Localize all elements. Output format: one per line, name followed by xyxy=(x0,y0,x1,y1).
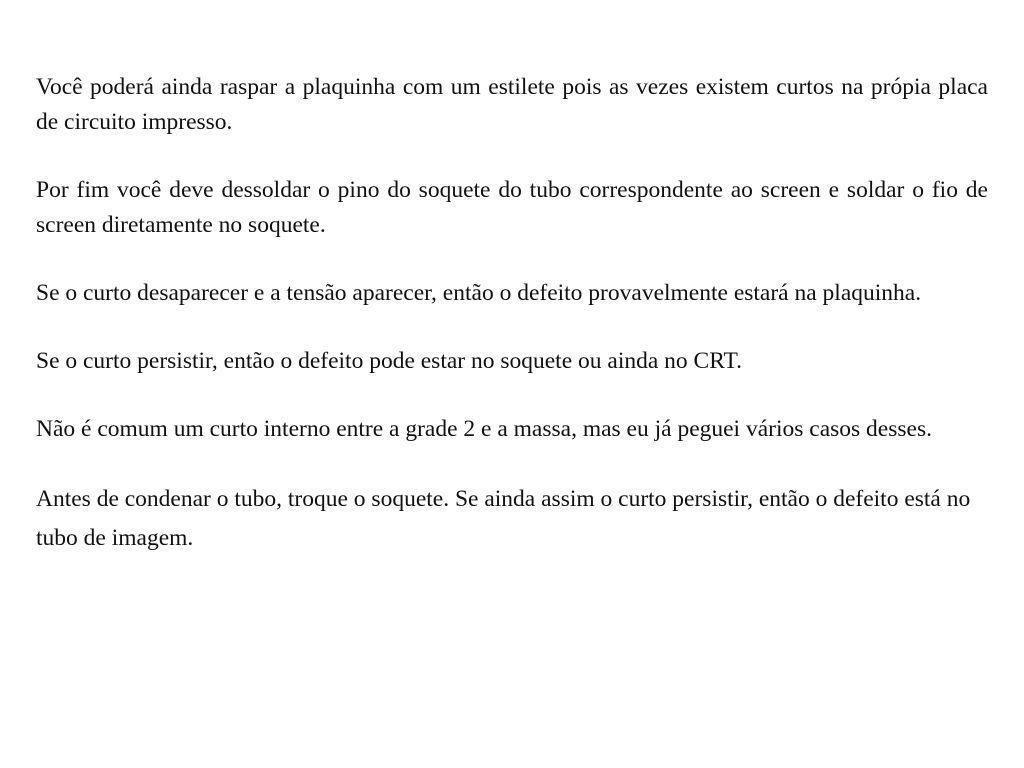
paragraph-scrape-board: Você poderá ainda raspar a plaquinha com um estilete pois as vezes existem curtos na própia placa de circuito impresso. xyxy=(36,74,988,135)
slide-body xyxy=(36,70,988,591)
paragraph-desolder-pin: Por fim você deve dessoldar o pino do soquete do tubo correspondente ao screen e soldar o fio de screen diretamente no soquete. xyxy=(36,177,988,238)
paragraph-short-disappears: Se o curto desaparecer e a tensão aparecer, então o defeito provavelmente estará na plaquinha. xyxy=(36,280,922,306)
paragraph-replace-socket: Antes de condenar o tubo, troque o soquete. Se ainda assim o curto persistir, então o defeito está no tubo de imagem. xyxy=(36,486,971,551)
paragraph-internal-short: Não é comum um curto interno entre a grade 2 e a massa, mas eu já peguei vários casos desses. xyxy=(36,416,932,442)
paragraph-short-persists: Se o curto persistir, então o defeito pode estar no soquete ou ainda no CRT. xyxy=(36,348,742,374)
